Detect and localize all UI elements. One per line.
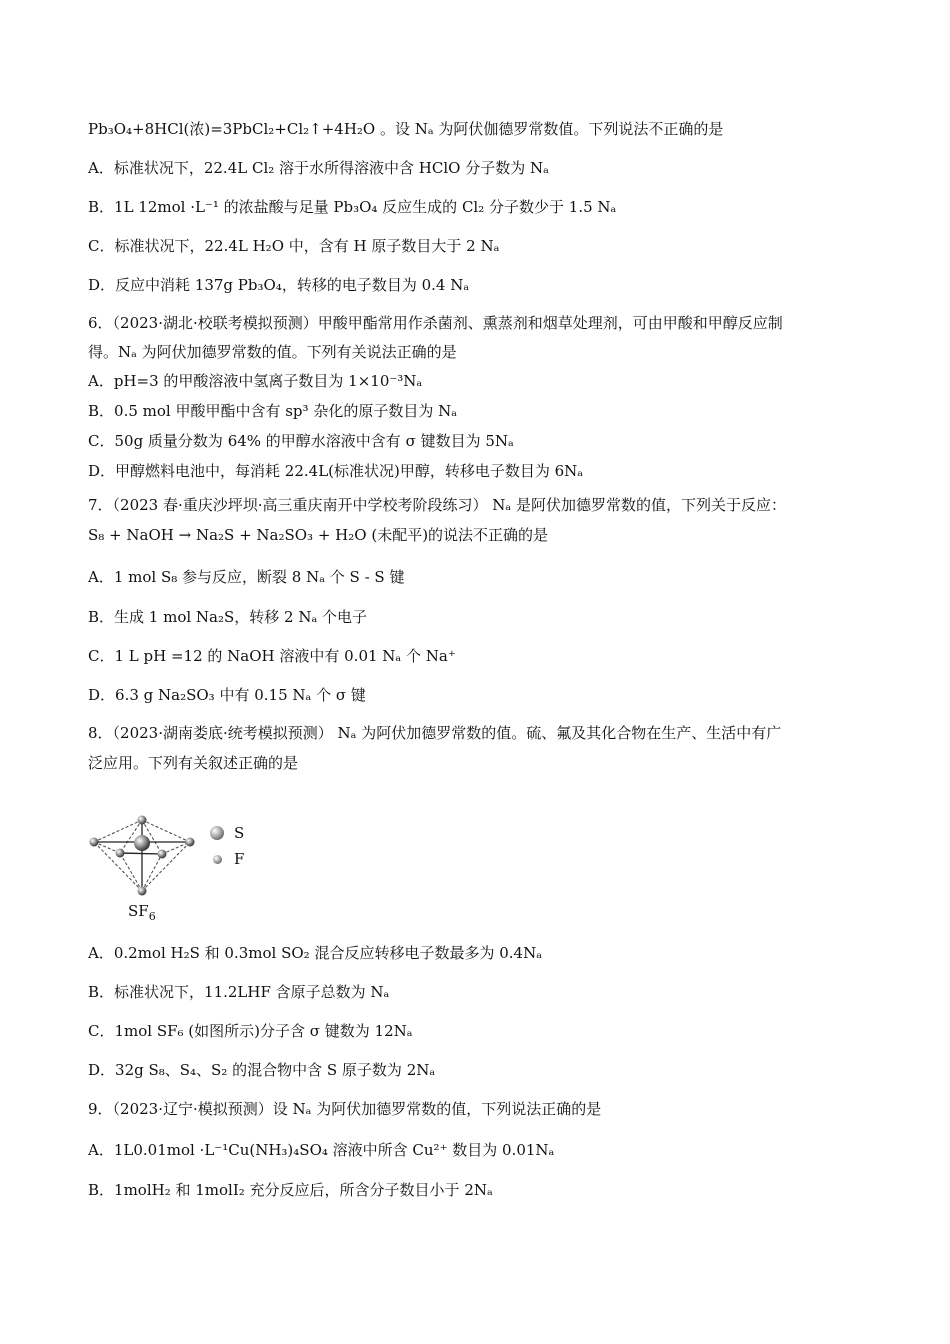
text-line: D．甲醇燃料电池中，每消耗 22.4L(标准状况)甲醇，转移电子数目为 6Nₐ (88, 462, 584, 480)
text-line: 8．（2023·湖南娄底·统考模拟预测） Nₐ 为阿伏加德罗常数的值。硫、氟及其化合物在生产、生活中有广 (88, 724, 782, 742)
molecule-legend (210, 820, 244, 872)
figure-caption-main: SF (128, 902, 149, 920)
figure-caption (128, 902, 156, 923)
legend-sulfur-label: S (234, 824, 245, 842)
text-line: 9．（2023·辽宁·模拟预测）设 Nₐ 为阿伏加德罗常数的值，下列说法正确的是 (88, 1100, 602, 1118)
sulfur-atom-icon (210, 826, 224, 840)
text-line: 泛应用。下列有关叙述正确的是 (88, 754, 299, 772)
text-line: B．生成 1 mol Na₂S，转移 2 Nₐ 个电子 (88, 608, 368, 626)
text-line: S₈ + NaOH → Na₂S + Na₂SO₃ + H₂O (未配平)的说法不正确的是 (88, 526, 549, 544)
text-line: D．反应中消耗 137g Pb₃O₄，转移的电子数目为 0.4 Nₐ (88, 276, 470, 294)
text-line: B．1molH₂ 和 1molI₂ 充分反应后，所含分子数目小于 2Nₐ (88, 1181, 493, 1199)
text-line: A．0.2mol H₂S 和 0.3mol SO₂ 混合反应转移电子数最多为 0.4Nₐ (88, 944, 542, 962)
fluorine-atom-icon (213, 855, 222, 864)
text-line: Pb₃O₄+8HCl(浓)=3PbCl₂+Cl₂↑+4H₂O 。设 Nₐ 为阿伏伽德罗常数值。下列说法不正确的是 (88, 120, 724, 138)
figure-caption-subscript: 6 (148, 910, 156, 923)
text-line: 6．（2023·湖北·校联考模拟预测）甲酸甲酯常用作杀菌剂、熏蒸剂和烟草处理剂，可由甲酸和甲醇反应制 (88, 314, 783, 332)
legend-fluorine-label: F (234, 850, 245, 868)
text-line: C．标准状况下，22.4L H₂O 中，含有 H 原子数目大于 2 Nₐ (88, 237, 500, 255)
text-line: B．标准状况下，11.2LHF 含原子总数为 Nₐ (88, 983, 390, 1001)
legend-sulfur (210, 820, 244, 846)
text-line: 7．（2023 春·重庆沙坪坝·高三重庆南开中学校考阶段练习） Nₐ 是阿伏加德罗常数的值，下列关于反应： (88, 496, 786, 514)
text-line: B．1L 12mol ·L⁻¹ 的浓盐酸与足量 Pb₃O₄ 反应生成的 Cl₂ 分子数少于 1.5 Nₐ (88, 198, 617, 216)
text-line: C．1 L pH =12 的 NaOH 溶液中有 0.01 Nₐ 个 Na⁺ (88, 647, 456, 665)
text-line: C．1mol SF₆ (如图所示)分子含 σ 键数为 12Nₐ (88, 1022, 413, 1040)
text-line: D．32g S₈、S₄、S₂ 的混合物中含 S 原子数为 2Nₐ (88, 1061, 436, 1079)
text-line: C．50g 质量分数为 64% 的甲醇水溶液中含有 σ 键数目为 5Nₐ (88, 432, 514, 450)
text-line: 得。Nₐ 为阿伏加德罗常数的值。下列有关说法正确的是 (88, 343, 457, 361)
text-line: A．1L0.01mol ·L⁻¹Cu(NH₃)₄SO₄ 溶液中所含 Cu²⁺ 数目为 0.01Nₐ (88, 1141, 555, 1159)
text-line: A．pH=3 的甲酸溶液中氢离子数目为 1×10⁻³Nₐ (88, 372, 423, 390)
legend-fluorine (210, 846, 244, 872)
text-line: A．标准状况下，22.4L Cl₂ 溶于水所得溶液中含 HClO 分子数为 Nₐ (88, 159, 549, 177)
text-line: D．6.3 g Na₂SO₃ 中有 0.15 Nₐ 个 σ 键 (88, 686, 366, 704)
text-line: B．0.5 mol 甲酸甲酯中含有 sp³ 杂化的原子数目为 Nₐ (88, 402, 457, 420)
text-line: A．1 mol S₈ 参与反应，断裂 8 Nₐ 个 S - S 键 (88, 568, 405, 586)
